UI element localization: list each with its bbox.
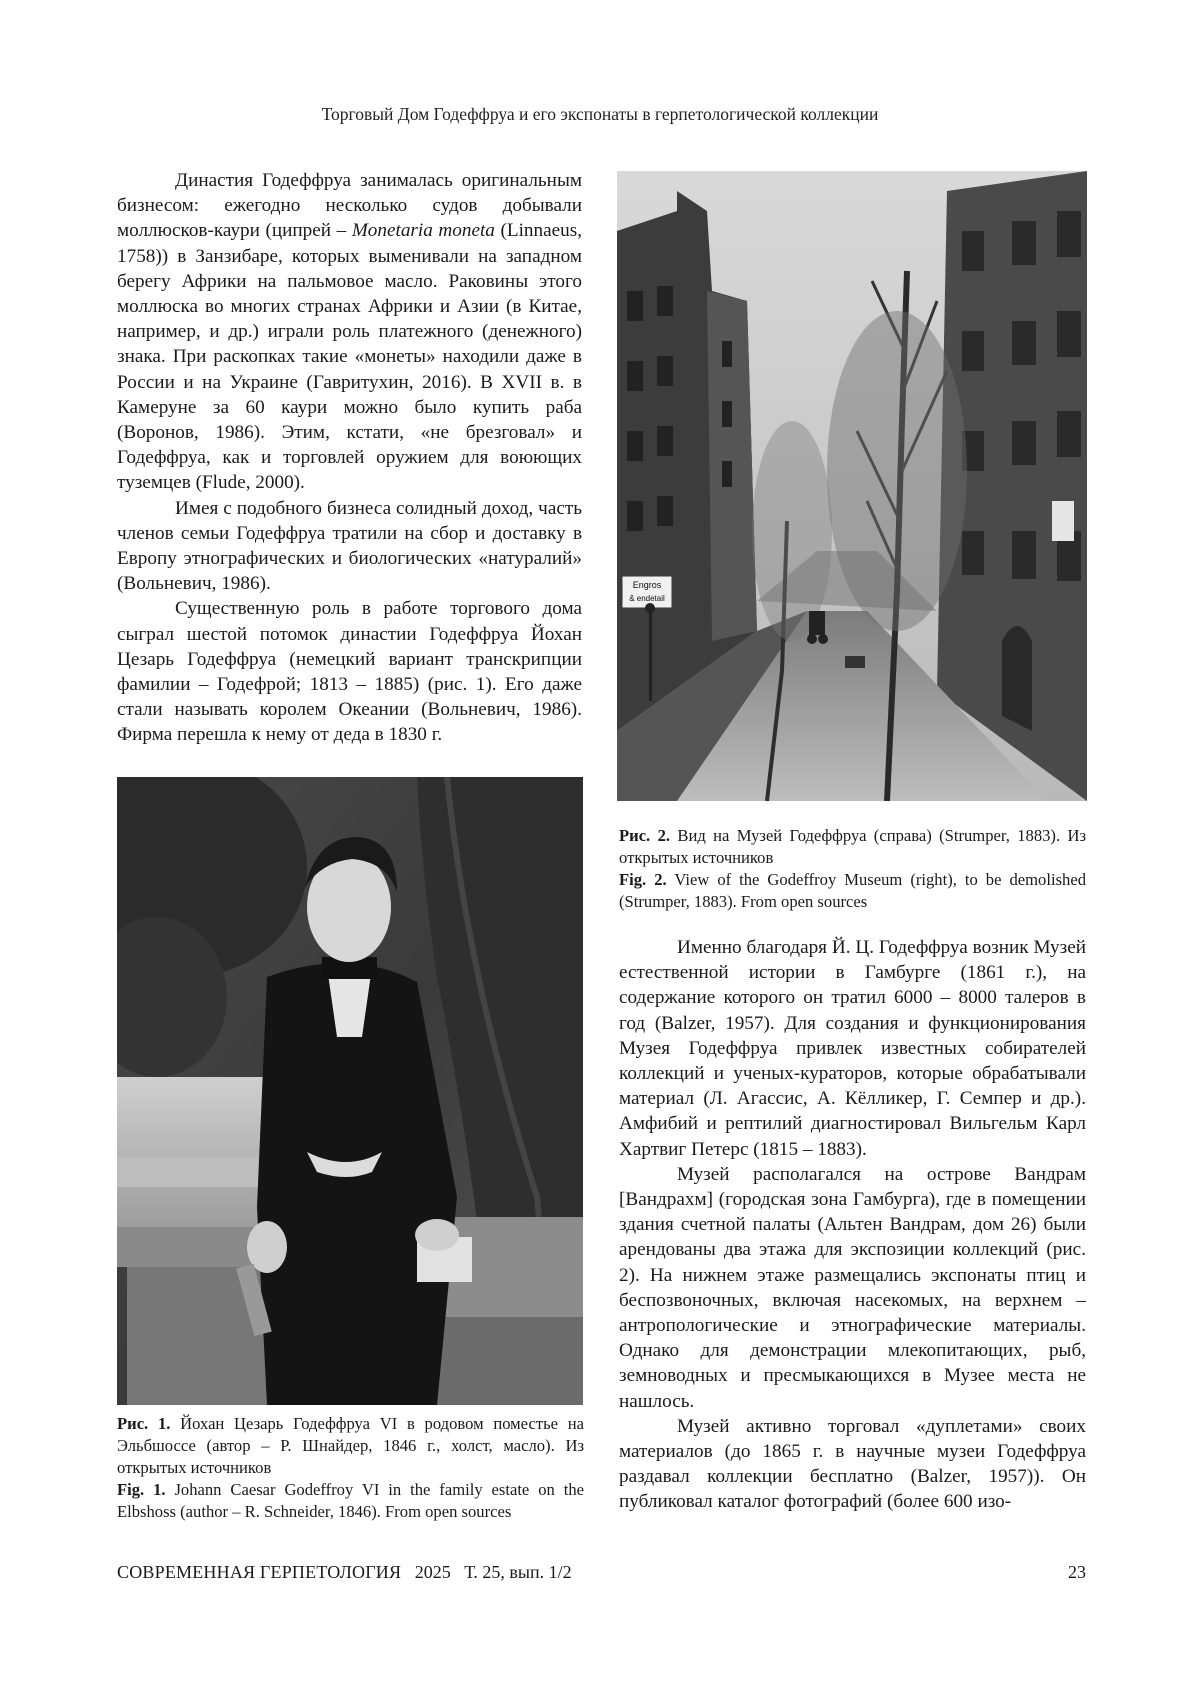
right-column	[619, 935, 1086, 1515]
shop-sign-line-2: & endetail	[629, 594, 665, 603]
caption-en: Fig. 1. Johann Caesar Godeffroy VI in the family estate on the Elbshoss (author – R. Schneider, 1846). From open sources	[117, 1480, 584, 1521]
paragraph: Именно благодаря Й. Ц. Годеффруа возник Музей естественной истории в Гамбурге (1861 г.), на содержание которого он тратил 6000 – 8000 талеров в год (Balzer, 1957). Для создания и функционирования Музея Годеффруа привлек известных собирателей коллекций и ученых-кураторов, которые обрабатывали материал (Л. Агассис, А. Кёлликер, Г. Семпер и др.). Амфибий и рептилий диагностировал Вильгельм Карл Хартвиг Петерс (1815 – 1883).	[619, 937, 1086, 1160]
journal-volume: Т. 25, вып. 1/2	[464, 1562, 572, 1582]
figure-label: Fig. 2.	[619, 870, 667, 889]
paragraph: Имея с подобного бизнеса солидный доход, часть членов семьи Годеффруа тратили на сбор и доставку в Европу этнографических и биологических «натуралий» (Вольневич, 1986).	[117, 497, 582, 595]
journal-title: СОВРЕМЕННАЯ ГЕРПЕТОЛОГИЯ	[117, 1562, 402, 1582]
figure-label: Рис. 1.	[117, 1414, 171, 1433]
paragraph: Существенную роль в работе торгового дома сыграл шестой потомок династии Годеффруа Йохан Цезарь Годеффруа (немецкий вариант транскрипции фамилии – Годефрой; 1813 – 1885) (рис. 1). Его даже стали называть королем Океании (Вольневич, 1986). Фирма перешла к нему от деда в 1830 г.	[117, 598, 582, 746]
running-head: Торговый Дом Годеффруа и его экспонаты в герпетологической коллекции	[321, 104, 879, 124]
page-number: 23	[1068, 1562, 1086, 1582]
figure-2-caption	[619, 825, 1086, 913]
left-column	[117, 168, 582, 748]
shop-sign-line-1: Engros	[632, 580, 662, 590]
caption-ru: Рис. 2. Вид на Музей Годеффруа (справа) (Strumper, 1883). Из открытых источников	[619, 826, 1086, 867]
figure-1-caption	[117, 1413, 584, 1523]
paragraph: Музей располагался на острове Вандрам [Вандрахм] (городская зона Гамбурга), где в помещении здания счетной палаты (Альтен Вандрам, дом 26) были арендованы два этажа для экспозиции коллекций (рис. 2). На нижнем этаже размещались экспонаты птиц и беспозвоночных, включая насекомых, на верхнем – антропологические и этнографические материалы. Однако для демонстрации млекопитающих, рыб, земноводных и пресмыкающихся в Музее места не нашлось.	[619, 1163, 1086, 1412]
caption-en: Fig. 2. View of the Godeffroy Museum (right), to be demolished (Strumper, 1883). From open sources	[619, 870, 1086, 911]
figure-1-portrait	[117, 777, 583, 1405]
figure-label: Рис. 2.	[619, 826, 671, 845]
paragraph: Династия Годеффруа занималась оригинальным бизнесом: ежегодно несколько судов добывали моллюсков-каури (ципрей – Monetaria moneta (Linnaeus, 1758)) в Занзибаре, которых выменивали на западном берегу Африки на пальмовое масло. Раковины этого моллюска во многих странах Африки и Азии (в Китае, например, и др.) играли роль платежного (денежного) знака. При раскопках такие «монеты» находили даже в России и на Украине (Гавритухин, 2016). В XVII в. в Камеруне за 60 каури можно было купить раба (Воронов, 1986). Этим, кстати, «не брезговал» и Годеффруа, как и торговлей оружием для воюющих туземцев (Flude, 2000).	[117, 170, 582, 494]
page-footer	[117, 1562, 1086, 1583]
figure-label: Fig. 1.	[117, 1480, 166, 1499]
caption-ru: Рис. 1. Йохан Цезарь Годеффруа VI в родовом поместье на Эльбшоссе (автор – Р. Шнайдер, 1846 г., холст, масло). Из открытых источников	[117, 1414, 584, 1477]
paragraph: Музей активно торговал «дуплетами» своих материалов (до 1865 г. в научные музеи Годеффруа раздавал коллекции бесплатно (Balzer, 1957)). Он публиковал каталог фотографий (более 600 изо-	[619, 1415, 1086, 1513]
species-name: Monetaria moneta	[351, 220, 495, 242]
figure-2-street-photo	[617, 171, 1087, 801]
journal-year: 2025	[414, 1562, 451, 1582]
